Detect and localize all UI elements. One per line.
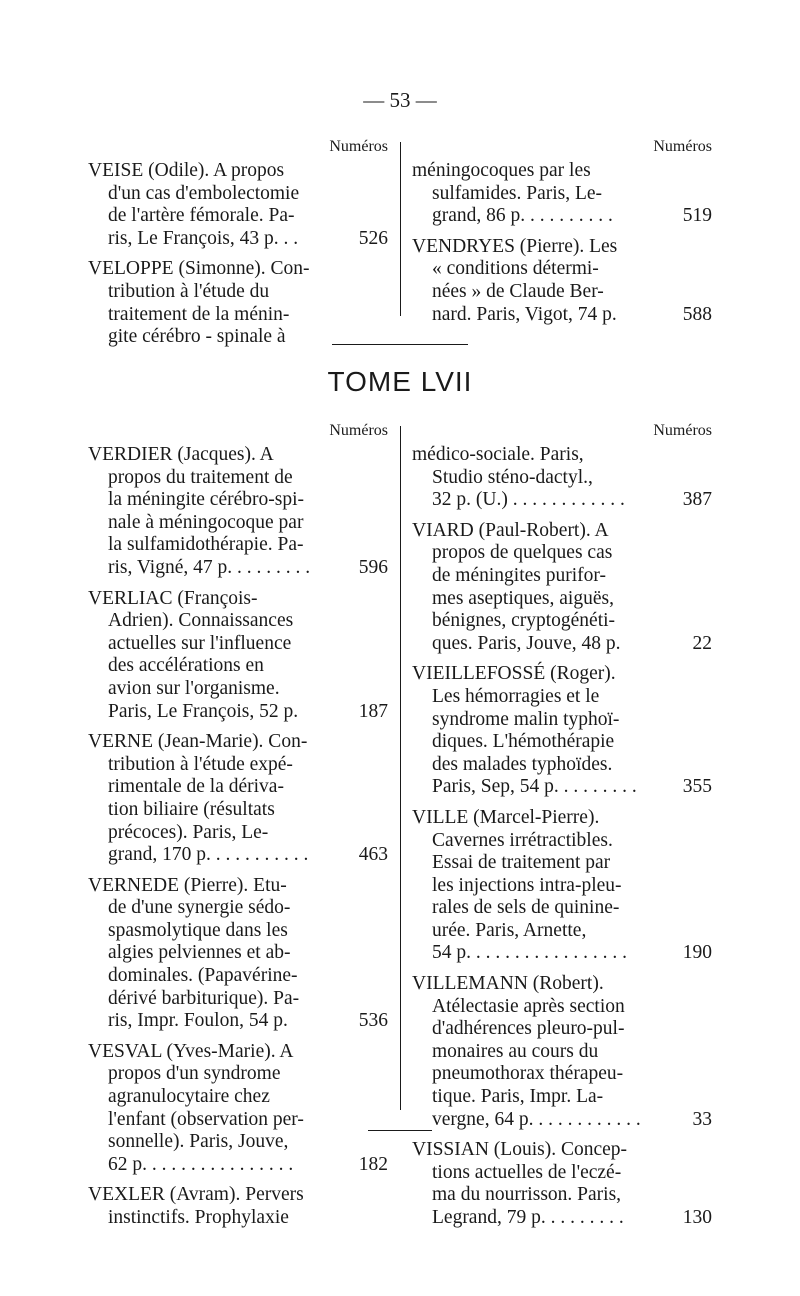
- entry-line: [412, 633, 712, 656]
- index-entry: [88, 875, 388, 1033]
- index-column-bottom-right: [412, 420, 712, 1238]
- entry-text: traitement de la ménin-: [108, 303, 290, 325]
- entry-text: Paris, Sep, 54 p. . . . . . . . .: [432, 776, 637, 798]
- entry-text: tribution à l'étude expé-: [108, 753, 293, 775]
- column-header: Numéros: [329, 422, 388, 439]
- entry-line: [88, 633, 388, 656]
- entry-text: des malades typhoïdes.: [432, 753, 613, 775]
- entry-line: [88, 183, 388, 206]
- entry-text: spasmolytique dans les: [108, 919, 288, 941]
- index-entry: [412, 663, 712, 799]
- entry-line: [412, 875, 712, 898]
- entry-text: ques. Paris, Jouve, 48 p.: [432, 632, 621, 654]
- entry-text: ris, Le François, 43 p. . .: [108, 227, 299, 249]
- entry-line: [88, 776, 388, 799]
- entry-text: Essai de traitement par: [432, 852, 611, 874]
- entry-line: [412, 973, 712, 996]
- index-entry: [412, 236, 712, 326]
- entry-line: [412, 1086, 712, 1109]
- entry-text: de l'artère fémorale. Pa-: [108, 205, 295, 227]
- entry-text: l'enfant (observation per-: [108, 1108, 304, 1130]
- section-rule: [332, 344, 468, 345]
- index-entry: [88, 1184, 388, 1229]
- entry-text: ris, Impr. Foulon, 54 p.: [108, 1010, 288, 1032]
- entry-text: VERLIAC (François-: [88, 587, 258, 609]
- index-entry: [412, 973, 712, 1131]
- column-divider: [400, 426, 401, 1110]
- entry-line: [88, 1063, 388, 1086]
- entry-line: [412, 1018, 712, 1041]
- entry-text: nées » de Claude Ber-: [432, 280, 604, 302]
- entry-text: propos du traitement de: [108, 466, 293, 488]
- entry-text: de d'une synergie sédo-: [108, 897, 291, 919]
- entry-line: [88, 754, 388, 777]
- index-entry: [88, 731, 388, 867]
- entry-line: [412, 489, 712, 512]
- entry-line: [88, 942, 388, 965]
- index-column-top-left: [88, 136, 388, 357]
- entry-line: [88, 965, 388, 988]
- entry-line: [412, 236, 712, 259]
- entry-text: rimentale de la dériva-: [108, 776, 284, 798]
- entry-text: VESVAL (Yves-Marie). A: [88, 1040, 294, 1062]
- entry-text: nard. Paris, Vigot, 74 p.: [432, 303, 617, 325]
- entry-text: grand, 86 p. . . . . . . . . .: [432, 205, 613, 227]
- entry-text: agranulocytaire chez: [108, 1086, 270, 1108]
- entry-number: 526: [358, 227, 388, 249]
- entry-text: VEXLER (Avram). Pervers: [88, 1184, 304, 1206]
- entry-number: 463: [358, 844, 388, 866]
- entry-line: [88, 444, 388, 467]
- entry-text: bénignes, cryptogénéti-: [432, 610, 616, 632]
- entry-line: [412, 830, 712, 853]
- entry-line: [412, 1184, 712, 1207]
- entry-text: pneumothorax thérapeu-: [432, 1063, 624, 1085]
- entry-line: [88, 304, 388, 327]
- entry-line: [88, 205, 388, 228]
- entry-line: [88, 1041, 388, 1064]
- entry-line: [88, 701, 388, 724]
- entry-line: [412, 1041, 712, 1064]
- index-entry: [412, 807, 712, 965]
- entry-line: [412, 1109, 712, 1132]
- entry-text: VIEILLEFOSSÉ (Roger).: [412, 663, 616, 685]
- entry-text: tion biliaire (résultats: [108, 798, 275, 820]
- entry-text: diques. L'hémothérapie: [432, 731, 615, 753]
- entry-text: VIARD (Paul-Robert). A: [412, 519, 609, 541]
- entry-line: [412, 183, 712, 206]
- entry-text: tique. Paris, Impr. La-: [432, 1086, 604, 1108]
- entry-line: [88, 534, 388, 557]
- entry-line: [88, 467, 388, 490]
- entry-line: [412, 754, 712, 777]
- index-entry: [88, 1041, 388, 1177]
- entry-text: grand, 170 p. . . . . . . . . . .: [108, 844, 309, 866]
- entry-text: VERNEDE (Pierre). Etu-: [88, 874, 287, 896]
- entry-line: [88, 1184, 388, 1207]
- page-number: — 53 —: [363, 88, 437, 112]
- entry-text: Paris, Le François, 52 p.: [108, 700, 299, 722]
- entry-text: sonnelle). Paris, Jouve,: [108, 1131, 289, 1153]
- entry-line: [88, 988, 388, 1011]
- entry-text: VENDRYES (Pierre). Les: [412, 235, 618, 257]
- column-header: Numéros: [329, 138, 388, 155]
- entry-line: [88, 1010, 388, 1033]
- index-column-top-right: [412, 136, 712, 334]
- entry-line: [412, 686, 712, 709]
- column-divider: [400, 142, 401, 316]
- entry-number: 588: [682, 303, 712, 325]
- entry-line: [412, 709, 712, 732]
- entry-line: [412, 852, 712, 875]
- index-entry: [88, 160, 388, 250]
- entry-text: VERNE (Jean-Marie). Con-: [88, 731, 308, 753]
- entry-text: médico-sociale. Paris,: [412, 444, 584, 465]
- entry-line: [88, 326, 388, 349]
- entry-line: [88, 731, 388, 754]
- entry-line: [88, 875, 388, 898]
- entry-line: [88, 281, 388, 304]
- entry-line: [412, 1139, 712, 1162]
- entry-line: [88, 678, 388, 701]
- entry-line: [88, 799, 388, 822]
- entry-line: [88, 557, 388, 580]
- entry-line: [412, 444, 712, 467]
- entry-text: 32 p. (U.) . . . . . . . . . . . .: [432, 489, 625, 511]
- index-entry: [412, 1139, 712, 1229]
- index-entry: [412, 520, 712, 656]
- entry-line: [88, 489, 388, 512]
- index-entry: [88, 444, 388, 580]
- entry-line: [412, 1207, 712, 1230]
- entry-line: [88, 160, 388, 183]
- entry-line: [88, 588, 388, 611]
- entry-line: [412, 565, 712, 588]
- index-column-bottom-left: [88, 420, 388, 1238]
- entry-line: [88, 1086, 388, 1109]
- entry-line: [412, 205, 712, 228]
- entry-text: les injections intra-pleu-: [432, 874, 622, 896]
- entry-text: syndrome malin typhoï-: [432, 708, 620, 730]
- entry-text: algies pelviennes et ab-: [108, 942, 291, 964]
- entry-number: 355: [682, 776, 712, 798]
- entry-text: dominales. (Papavérine-: [108, 965, 298, 987]
- entry-line: [88, 1207, 388, 1230]
- entry-text: d'un cas d'embolectomie: [108, 182, 300, 204]
- entry-line: [88, 1131, 388, 1154]
- entry-line: [412, 663, 712, 686]
- entry-text: VELOPPE (Simonne). Con-: [88, 258, 310, 280]
- entry-text: urée. Paris, Arnette,: [432, 919, 587, 941]
- entry-text: sulfamides. Paris, Le-: [432, 182, 603, 204]
- entry-line: [88, 897, 388, 920]
- index-entry: [88, 258, 388, 348]
- entry-text: instinctifs. Prophylaxie: [108, 1207, 289, 1228]
- entry-text: VILLEMANN (Robert).: [412, 973, 604, 995]
- entry-text: VILLE (Marcel-Pierre).: [412, 806, 600, 828]
- entry-number: 596: [358, 556, 388, 578]
- entry-number: 22: [692, 632, 712, 654]
- entry-number: 387: [682, 489, 712, 511]
- entry-number: 187: [358, 700, 388, 722]
- entry-text: Studio sténo-dactyl.,: [432, 466, 593, 488]
- entry-text: VERDIER (Jacques). A: [88, 444, 274, 465]
- entry-number: 33: [692, 1108, 712, 1130]
- entry-text: précoces). Paris, Le-: [108, 821, 269, 843]
- entry-text: gite cérébro - spinale à: [108, 326, 286, 348]
- entry-text: tribution à l'étude du: [108, 280, 270, 302]
- entry-text: vergne, 64 p. . . . . . . . . . . .: [432, 1108, 641, 1130]
- entry-line: [412, 1162, 712, 1185]
- entry-text: monaires au cours du: [432, 1040, 599, 1062]
- entry-number: 519: [682, 205, 712, 227]
- entry-line: [412, 920, 712, 943]
- end-rule: [368, 1130, 432, 1131]
- entry-line: [412, 467, 712, 490]
- entry-text: ris, Vigné, 47 p. . . . . . . . .: [108, 556, 311, 578]
- index-entry: [88, 588, 388, 724]
- entry-text: Atélectasie après section: [432, 995, 625, 1017]
- entry-line: [412, 996, 712, 1019]
- index-entry: [412, 160, 712, 228]
- column-header: Numéros: [653, 422, 712, 439]
- entry-line: [412, 1063, 712, 1086]
- entry-line: [412, 160, 712, 183]
- entry-text: Legrand, 79 p. . . . . . . . .: [432, 1207, 624, 1228]
- entry-line: [412, 542, 712, 565]
- entry-text: Les hémorragies et le: [432, 685, 600, 707]
- entry-line: [412, 897, 712, 920]
- entry-text: actuelles sur l'influence: [108, 632, 292, 654]
- column-header: Numéros: [653, 138, 712, 155]
- entry-line: [88, 258, 388, 281]
- entry-text: tions actuelles de l'eczé-: [432, 1161, 622, 1183]
- entry-line: [412, 281, 712, 304]
- entry-number: 190: [682, 942, 712, 964]
- entry-line: [412, 258, 712, 281]
- entry-line: [88, 655, 388, 678]
- entry-line: [412, 807, 712, 830]
- entry-line: [88, 920, 388, 943]
- entry-text: VISSIAN (Louis). Concep-: [412, 1139, 628, 1161]
- entry-number: 536: [358, 1010, 388, 1032]
- entry-text: 62 p. . . . . . . . . . . . . . . .: [108, 1153, 294, 1175]
- entry-line: [412, 588, 712, 611]
- entry-text: mes aseptiques, aiguës,: [432, 587, 614, 609]
- entry-text: la méningite cérébro-spi-: [108, 489, 304, 511]
- entry-line: [412, 942, 712, 965]
- entry-text: de méningites purifor-: [432, 564, 606, 586]
- entry-line: [412, 731, 712, 754]
- entry-text: propos de quelques cas: [432, 542, 613, 564]
- entry-line: [88, 512, 388, 535]
- entry-text: « conditions détermi-: [432, 258, 599, 280]
- entry-text: Adrien). Connaissances: [108, 610, 294, 632]
- entry-line: [88, 1154, 388, 1177]
- entry-number: 182: [358, 1153, 388, 1175]
- entry-text: 54 p. . . . . . . . . . . . . . . . .: [432, 942, 627, 964]
- entry-line: [412, 304, 712, 327]
- entry-text: Cavernes irrétractibles.: [432, 829, 613, 851]
- entry-text: nale à méningocoque par: [108, 511, 304, 533]
- entry-line: [412, 776, 712, 799]
- entry-text: avion sur l'organisme.: [108, 677, 280, 699]
- entry-line: [88, 822, 388, 845]
- entry-text: propos d'un syndrome: [108, 1063, 281, 1085]
- tome-title: TOME LVII: [327, 366, 473, 397]
- entry-line: [412, 520, 712, 543]
- entry-line: [88, 844, 388, 867]
- entry-line: [88, 1109, 388, 1132]
- entry-text: rales de sels de quinine-: [432, 897, 620, 919]
- entry-number: 130: [682, 1207, 712, 1228]
- entry-text: d'adhérences pleuro-pul-: [432, 1018, 625, 1040]
- entry-line: [412, 610, 712, 633]
- entry-text: ma du nourrisson. Paris,: [432, 1184, 622, 1206]
- index-entry: [412, 444, 712, 512]
- entry-line: [88, 228, 388, 251]
- entry-line: [88, 610, 388, 633]
- entry-text: méningocoques par les: [412, 160, 591, 181]
- entry-text: VEISE (Odile). A propos: [88, 160, 285, 181]
- entry-text: la sulfamidothérapie. Pa-: [108, 534, 304, 556]
- entry-text: dérivé barbiturique). Pa-: [108, 987, 300, 1009]
- entry-text: des accélérations en: [108, 655, 264, 677]
